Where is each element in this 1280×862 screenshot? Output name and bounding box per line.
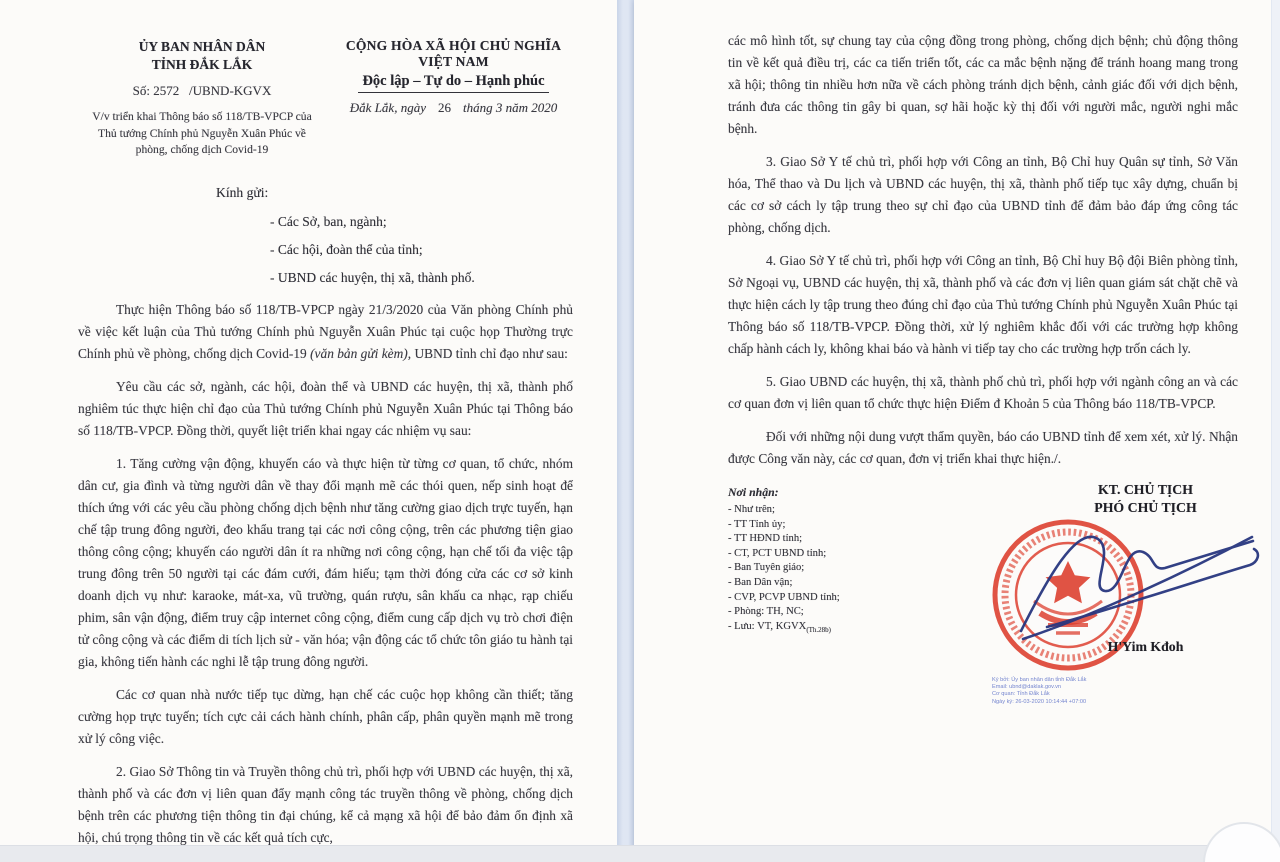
recipient-item: - Các Sở, ban, ngành;: [270, 213, 387, 229]
national-motto: Độc lập – Tự do – Hạnh phúc: [358, 73, 548, 93]
recipient-item: - Các hội, đoàn thể của tỉnh;: [270, 241, 423, 257]
recipient-item: - UBND các huyện, thị xã, thành phố.: [270, 269, 475, 285]
issuing-org-block: [78, 38, 326, 159]
dateline-day: 26: [437, 100, 451, 115]
document-number: Số: 2572 /UBND-KGVX: [132, 83, 272, 98]
digital-signature-stamp: [992, 677, 1086, 706]
cc-item: - TT Tỉnh ủy;: [728, 518, 786, 530]
cc-item: - Ban Tuyên giáo;: [728, 562, 805, 574]
esign-line: Cơ quan: Tỉnh Đắk Lắk: [992, 691, 1050, 698]
salutation: Kính gửi:: [216, 184, 269, 200]
cc-item-archive: [728, 620, 948, 638]
org-name-line2: TỈNH ĐẮK LẮK: [151, 57, 253, 72]
cc-block: [728, 485, 948, 637]
signer-title-line2: PHÓ CHỦ TỊCH: [1094, 500, 1197, 515]
cc-archive-subscript: (Th.28b): [806, 625, 832, 634]
handwritten-signature: [1003, 509, 1268, 654]
national-header: CỘNG HÒA XÃ HỘI CHỦ NGHĨA VIỆT NAM: [345, 38, 562, 69]
document-header: [78, 38, 573, 159]
paragraph: 4. Giao Sở Y tế chủ trì, phối hợp với Công an tỉnh, Bộ Chỉ huy Bộ đội Biên phòng tỉnh, Sở Ngoại vụ, UBND các huyện, thị xã, thành phố và các đơn vị liên quan giám sát chặt chẽ và thực hiện cách ly tập trung theo đúng chỉ đạo của Thủ tướng Chính phủ Nguyễn Xuân Phúc tại Thông báo số 118/TB-VPCP. Đồng thời, xử lý nghiêm khắc đối với các trường hợp không chấp hành cách ly, không khai báo và hành vi tiếp tay cho các trường hợp trốn cách ly.: [728, 253, 1238, 356]
paragraph: các mô hình tốt, sự chung tay của cộng đồng trong phòng, chống dịch bệnh; chủ động thông tin về kết quả điều trị, các ca tiến triển tốt, các ca mắc bệnh nặng để tránh hoang mang trong xã hội; thông tin nhiều hơn nữa về cách phòng tránh dịch bệnh, cảnh giác đối với dịch bệnh, tránh đưa các thông tin gây bi quan, sợ hãi hoặc kỳ thị đối với người mắc, người nghi mắc bệnh.: [728, 33, 1238, 136]
signer-name: H'Yim Kđoh: [1107, 639, 1184, 654]
dateline-post: tháng 3 năm 2020: [462, 100, 558, 115]
esign-line: Email: ubnd@daklak.gov.vn: [992, 684, 1062, 691]
document-subject: V/v triển khai Thông báo số 118/TB-VPCP của Thủ tướng Chính phủ Nguyễn Xuân Phúc về phòng, chống dịch Covid-19: [92, 110, 312, 156]
esign-line: Ký bởi: Ủy ban nhân dân tỉnh Đắk Lắk: [992, 677, 1087, 683]
cc-label: Nơi nhận:: [728, 485, 779, 499]
paragraph: 5. Giao UBND các huyện, thị xã, thành phố chủ trì, phối hợp với ngành công an và các cơ quan đơn vị liên quan tổ chức thực hiện Điểm đ Khoản 5 của Thông báo 118/TB-VPCP.: [728, 374, 1238, 411]
recipient-list: [270, 213, 573, 287]
paragraph: 1. Tăng cường vận động, khuyến cáo và thực hiện từ từng cơ quan, tổ chức, nhóm dân cư, gia đình và từng người dân về thay đổi mạnh mẽ các thói quen, nếp sinh hoạt để thích ứng với các yêu cầu phòng chống dịch bệnh như tăng cường giao dịch trực tuyến, hạn chế tập trung đông người, đeo khẩu trang tại các nơi công cộng, trên các phương tiện giao thông công cộng; khuyến cáo người dân ít ra những nơi công cộng, hạn chế tối đa việc tập trung đông trên 50 người tại các đám cưới, đám hiếu; tạm thời đóng cửa các cơ sở kinh doanh dịch vụ như: karaoke, mát-xa, vũ trường, quán rượu, sân khấu ca nhạc, rạp chiếu phim, sân vận động, điểm truy cập internet công cộng, điểm cung cấp dịch vụ trò chơi điện tử công cộng và các điểm di tích lịch sử - văn hóa; vận động các tổ chức tôn giáo tu hành tại gia, không tiến hành các nghi lễ tập trung đông người.: [78, 455, 573, 669]
signature-footer: [728, 481, 1238, 781]
signer-title-line1: KT. CHỦ TỊCH: [1098, 482, 1193, 497]
page-2: [634, 0, 1272, 846]
paragraph: Các cơ quan nhà nước tiếp tục dừng, hạn chế các cuộc họp không cần thiết; tăng cường họp trực tuyến; tích cực cải cách hành chính, phân cấp, phân quyền mạnh mẽ trong xử lý công việc.: [78, 686, 573, 746]
cc-item: - CVP, PCVP UBND tỉnh;: [728, 591, 840, 603]
national-header-block: [326, 38, 573, 159]
paragraph: Yêu cầu các sở, ngành, các hội, đoàn thể và UBND các huyện, thị xã, thành phố nghiêm túc thực hiện chỉ đạo của Thủ tướng Chính phủ Nguyễn Xuân Phúc tại Thông báo số 118/TB-VPCP. Đồng thời, quyết liệt triển khai ngay các nhiệm vụ sau:: [78, 378, 573, 438]
viewer-right-edge: [1271, 0, 1280, 862]
cc-item: - TT HĐND tỉnh;: [728, 533, 803, 545]
cc-item: - Phòng: TH, NC;: [728, 606, 804, 618]
viewer-bottom-band: [0, 845, 1280, 862]
paragraph: 3. Giao Sở Y tế chủ trì, phối hợp với Công an tỉnh, Bộ Chỉ huy Quân sự tỉnh, Sở Văn hóa, Thể thao và Du lịch và UBND các huyện, thị xã, thành phố tiếp tục xây dựng, chuẩn bị các cơ sở cách ly tập trung theo sự chỉ đạo của UBND tỉnh để đảm bảo đáp ứng công tác phòng, chống dịch.: [728, 154, 1238, 235]
cc-item: - Ban Dân vận;: [728, 576, 793, 588]
page-gutter: [617, 0, 634, 857]
cc-item: - Như trên;: [728, 504, 775, 515]
place-dateline: [334, 100, 573, 116]
cc-item: - CT, PCT UBND tỉnh;: [728, 547, 827, 559]
paragraph: [78, 299, 573, 365]
esign-line: Ngày ký: 26-03-2020 10:14:44 +07:00: [992, 698, 1087, 705]
paragraph: Đối với những nội dung vượt thẩm quyền, báo cáo UBND tỉnh để xem xét, xử lý. Nhận được Công văn này, các cơ quan, đơn vị triển khai thực hiện./.: [728, 429, 1238, 466]
page-1: [0, 0, 617, 846]
dateline-pre: Đắk Lắk, ngày: [349, 100, 426, 115]
paragraph: 2. Giao Sở Thông tin và Truyền thông chủ trì, phối hợp với UBND các huyện, thị xã, thành phố và các đơn vị liên quan đẩy mạnh công tác truyền thông về phòng, chống dịch bệnh trên các phương tiện thông tin đại chúng, kể cả mạng xã hội để bảo đảm ổn định xã hội, chú trọng thông tin về các kết quả tích cực,: [78, 763, 573, 845]
org-name-line1: ỦY BAN NHÂN DÂN: [138, 39, 266, 54]
paragraph-text: , UBND tỉnh chỉ đạo như sau:: [407, 345, 568, 361]
paragraph-emphasis: (văn bản gửi kèm): [310, 345, 408, 361]
cc-archive-text: - Lưu: VT, KGVX: [728, 620, 807, 632]
paragraph-text: Thực hiện Thông báo số 118/TB-VPCP ngày 21/3/2020 của Văn phòng Chính phủ về việc kết luận của Thủ tướng Chính phủ Nguyễn Xuân Phúc tại cuộc họp Thường trực Chính phủ về phòng, chống dịch Covid-19: [78, 301, 573, 361]
